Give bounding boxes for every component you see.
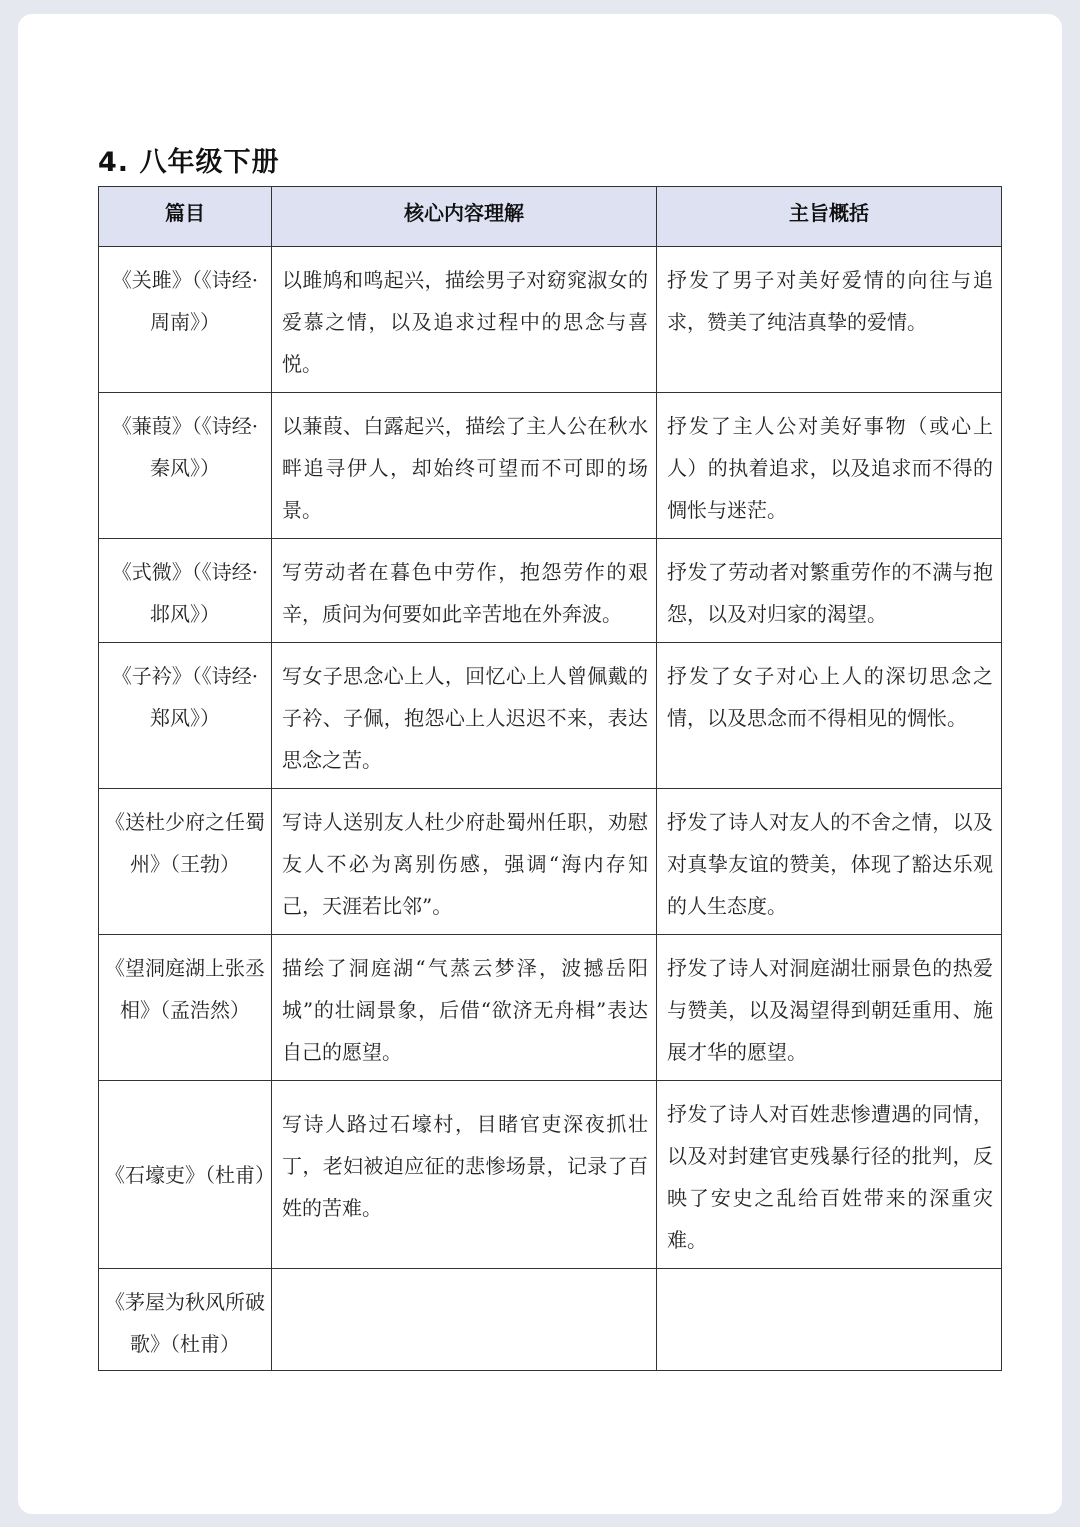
- row-content: 以雎鸠和鸣起兴，描绘男子对窈窕淑女的爱慕之情，以及追求过程中的思念与喜悦。: [272, 247, 657, 393]
- row-content: 以蒹葭、白露起兴，描绘了主人公在秋水畔追寻伊人，却始终可望而不可即的场景。: [272, 393, 657, 539]
- row-title: 《望洞庭湖上张丞相》（孟浩然）: [99, 935, 272, 1081]
- row-content: 写劳动者在暮色中劳作，抱怨劳作的艰辛，质问为何要如此辛苦地在外奔波。: [272, 539, 657, 643]
- table-row: [99, 1269, 1002, 1371]
- row-title: 《式微》（《诗经·邶风》）: [99, 539, 272, 643]
- row-title: 《关雎》（《诗经·周南》）: [99, 247, 272, 393]
- row-theme: [657, 1269, 1002, 1371]
- row-title: 《茅屋为秋风所破歌》（杜甫）: [99, 1269, 272, 1371]
- row-theme: 抒发了诗人对洞庭湖壮丽景色的热爱与赞美，以及渴望得到朝廷重用、施展才华的愿望。: [657, 935, 1002, 1081]
- table-row: [99, 789, 1002, 935]
- row-theme: 抒发了男子对美好爱情的向往与追求，赞美了纯洁真挚的爱情。: [657, 247, 1002, 393]
- row-theme: 抒发了主人公对美好事物（或心上人）的执着追求，以及追求而不得的惆怅与迷茫。: [657, 393, 1002, 539]
- table-header-row: [99, 187, 1002, 247]
- table-row: [99, 1081, 1002, 1269]
- row-title: 《蒹葭》（《诗经·秦风》）: [99, 393, 272, 539]
- table-row: [99, 247, 1002, 393]
- row-content: [272, 1269, 657, 1371]
- row-content: 写诗人路过石壕村，目睹官吏深夜抓壮丁，老妇被迫应征的悲惨场景，记录了百姓的苦难。: [272, 1081, 657, 1269]
- table-row: [99, 935, 1002, 1081]
- row-title: 《送杜少府之任蜀州》（王勃）: [99, 789, 272, 935]
- poem-summary-table: [98, 186, 1002, 1371]
- row-theme: 抒发了劳动者对繁重劳作的不满与抱怨，以及对归家的渴望。: [657, 539, 1002, 643]
- table-row: [99, 643, 1002, 789]
- header-theme: 主旨概括: [657, 187, 1002, 247]
- section-heading: 4. 八年级下册: [98, 147, 280, 178]
- row-theme: 抒发了女子对心上人的深切思念之情，以及思念而不得相见的惆怅。: [657, 643, 1002, 789]
- row-title: 《石壕吏》（杜甫）: [99, 1081, 272, 1269]
- table-row: [99, 393, 1002, 539]
- header-title: 篇目: [99, 187, 272, 247]
- row-content: 描绘了洞庭湖“气蒸云梦泽，波撼岳阳城”的壮阔景象，后借“欲济无舟楫”表达自己的愿望。: [272, 935, 657, 1081]
- row-theme: 抒发了诗人对百姓悲惨遭遇的同情，以及对封建官吏残暴行径的批判，反映了安史之乱给百姓带来的深重灾难。: [657, 1081, 1002, 1269]
- row-content: 写诗人送别友人杜少府赴蜀州任职，劝慰友人不必为离别伤感，强调“海内存知己，天涯若比邻”。: [272, 789, 657, 935]
- row-theme: 抒发了诗人对友人的不舍之情，以及对真挚友谊的赞美，体现了豁达乐观的人生态度。: [657, 789, 1002, 935]
- header-content: 核心内容理解: [272, 187, 657, 247]
- table-row: [99, 539, 1002, 643]
- row-title: 《子衿》（《诗经·郑风》）: [99, 643, 272, 789]
- row-content: 写女子思念心上人，回忆心上人曾佩戴的子衿、子佩，抱怨心上人迟迟不来，表达思念之苦。: [272, 643, 657, 789]
